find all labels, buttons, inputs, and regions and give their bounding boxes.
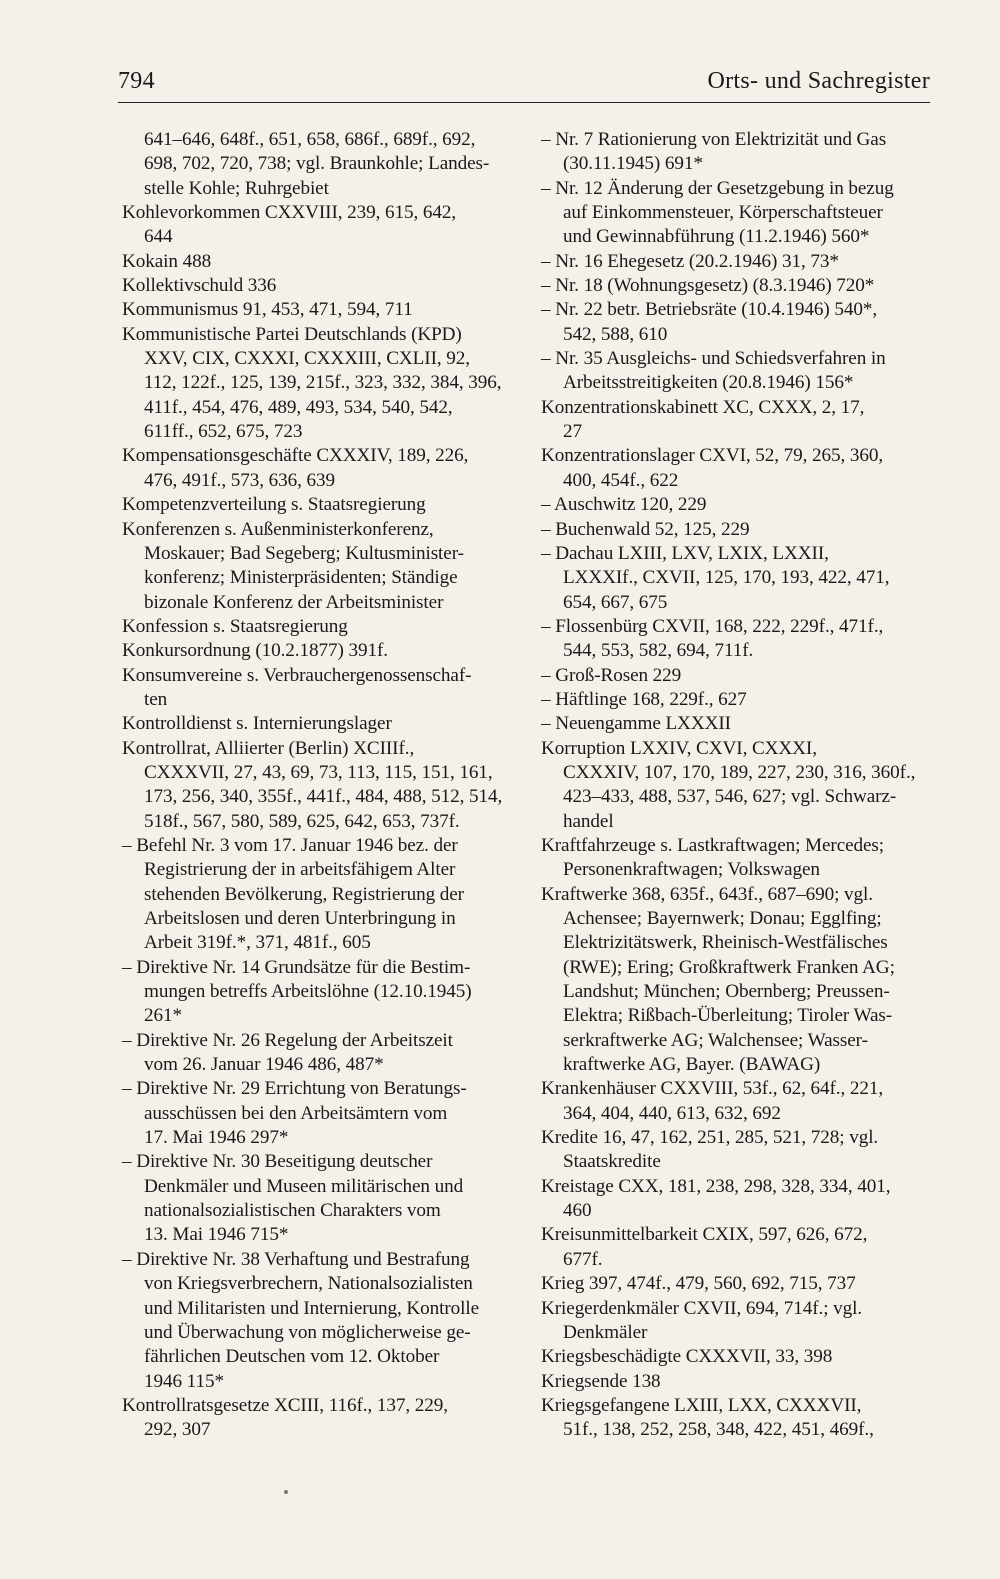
index-line: stehenden Bevölkerung, Registrierung der	[144, 883, 464, 905]
index-line: 173, 256, 340, 355f., 441f., 484, 488, 512, 514,	[144, 786, 503, 808]
index-line: auf Einkommensteuer, Körperschaftsteuer	[563, 202, 883, 224]
index-line: Achensee; Bayernwerk; Donau; Egglfing;	[563, 908, 882, 929]
index-line: Arbeit 319f.*, 371, 481f., 605	[144, 932, 371, 954]
index-line: Denkmäler	[563, 1321, 648, 1343]
index-line: 654, 667, 675	[563, 591, 668, 613]
index-line: Arbeitslosen und deren Unterbringung in	[144, 908, 456, 929]
index-line: ten	[144, 688, 168, 710]
index-line: fährlichen Deutschen vom 12. Oktober	[144, 1346, 440, 1368]
index-line: kraftwerke AG, Bayer. (BAWAG)	[563, 1054, 821, 1076]
index-line: Kreisunmittelbarkeit CXIX, 597, 626, 672,	[541, 1224, 868, 1246]
index-line: – Direktive Nr. 30 Beseitigung deutscher	[122, 1151, 433, 1173]
index-line: 364, 404, 440, 613, 632, 692	[563, 1102, 781, 1124]
index-line: – Nr. 35 Ausgleichs- und Schiedsverfahren in	[541, 348, 886, 370]
index-line: Kriegsbeschädigte CXXXVII, 33, 398	[541, 1346, 833, 1368]
index-line: Denkmäler und Museen militärischen und	[144, 1175, 464, 1197]
index-line: Kokain 488	[122, 250, 212, 272]
index-line: 542, 588, 610	[563, 323, 668, 345]
index-line: (30.11.1945) 691*	[563, 153, 703, 175]
running-head: Orts- und Sachregister	[707, 68, 930, 94]
index-line: Staatskredite	[563, 1151, 661, 1173]
index-line: CXXXVII, 27, 43, 69, 73, 113, 115, 151, 161,	[144, 761, 493, 783]
index-line: – Dachau LXIII, LXV, LXIX, LXXII,	[541, 542, 829, 564]
index-line: von Kriegsverbrechern, Nationalsozialisten	[144, 1273, 473, 1295]
index-line: 400, 454f., 622	[563, 469, 679, 491]
index-line: 292, 307	[144, 1419, 211, 1441]
index-line: – Buchenwald 52, 125, 229	[541, 518, 750, 540]
index-line: 641–646, 648f., 651, 658, 686f., 689f., 692,	[144, 129, 476, 150]
index-line: 17. Mai 1946 297*	[144, 1127, 289, 1149]
index-line: Kontrollratsgesetze XCIII, 116f., 137, 229,	[122, 1394, 448, 1416]
index-line: handel	[563, 810, 614, 832]
index-line: 51f., 138, 252, 258, 348, 422, 451, 469f.,	[563, 1419, 874, 1441]
index-line: 423–433, 488, 537, 546, 627; vgl. Schwarz-	[563, 786, 897, 808]
index-line: LXXXIf., CXVII, 125, 170, 193, 422, 471,	[563, 567, 890, 589]
index-line: – Befehl Nr. 3 vom 17. Januar 1946 bez. der	[122, 834, 458, 856]
index-line: – Häftlinge 168, 229f., 627	[541, 688, 747, 710]
index-line: – Nr. 18 (Wohnungsgesetz) (8.3.1946) 720*	[541, 275, 875, 297]
index-line: – Auschwitz 120, 229	[541, 494, 707, 516]
index-line: 677f.	[563, 1248, 603, 1270]
index-line: Kompensationsgeschäfte CXXXIV, 189, 226,	[122, 445, 469, 467]
page-speck	[284, 1490, 288, 1494]
index-line: 698, 702, 720, 738; vgl. Braunkohle; Landes-	[144, 153, 490, 175]
index-line: Kraftfahrzeuge s. Lastkraftwagen; Mercedes;	[541, 834, 885, 856]
index-line: Konferenzen s. Außenministerkonferenz,	[122, 518, 434, 540]
index-line: CXXXIV, 107, 170, 189, 227, 230, 316, 360f.,	[563, 761, 916, 783]
index-line: Kommunistische Partei Deutschlands (KPD)	[122, 323, 462, 345]
index-line: Landshut; München; Obernberg; Preussen-	[563, 981, 890, 1003]
index-line: Arbeitsstreitigkeiten (20.8.1946) 156*	[563, 372, 854, 394]
index-line: 261*	[144, 1005, 182, 1027]
index-line: nationalsozialistischen Charakters vom	[144, 1200, 441, 1222]
index-line: 13. Mai 1946 715*	[144, 1224, 289, 1246]
index-line: Elektrizitätswerk, Rheinisch-Westfälisches	[563, 932, 888, 954]
index-line: 112, 122f., 125, 139, 215f., 323, 332, 384, 396,	[144, 372, 502, 394]
index-column-left	[122, 128, 517, 1443]
index-line: und Überwachung von möglicherweise ge-	[144, 1321, 471, 1343]
index-line: (RWE); Ering; Großkraftwerk Franken AG;	[563, 956, 895, 978]
index-line: Konsumvereine s. Verbrauchergenossenschaf-	[122, 664, 472, 686]
index-line: – Direktive Nr. 38 Verhaftung und Bestrafung	[122, 1248, 470, 1270]
index-line: Personenkraftwagen; Volkswagen	[563, 859, 820, 881]
index-line: 1946 115*	[144, 1370, 224, 1392]
index-line: Kollektivschuld 336	[122, 275, 277, 297]
index-line: 460	[563, 1200, 592, 1222]
index-line: – Direktive Nr. 14 Grundsätze für die Bestim-	[122, 956, 471, 978]
index-line: Kreistage CXX, 181, 238, 298, 328, 334, 401,	[541, 1175, 891, 1197]
index-line: konferenz; Ministerpräsidenten; Ständige	[144, 567, 458, 589]
index-line: – Groß-Rosen 229	[541, 664, 682, 686]
index-line: Konzentrationslager CXVI, 52, 79, 265, 360,	[541, 445, 884, 467]
page-header	[118, 62, 930, 103]
index-line: 644	[144, 226, 173, 248]
index-line: 611ff., 652, 675, 723	[144, 421, 303, 443]
index-line: XXV, CIX, CXXXI, CXXXIII, CXLII, 92,	[144, 348, 470, 370]
index-line: Krieg 397, 474f., 479, 560, 692, 715, 737	[541, 1273, 856, 1295]
index-line: – Nr. 22 betr. Betriebsräte (10.4.1946) 540*,	[541, 299, 878, 321]
index-line: – Direktive Nr. 26 Regelung der Arbeitszeit	[122, 1029, 453, 1051]
index-line: Moskauer; Bad Segeberg; Kultusminister-	[144, 542, 464, 564]
index-line: – Flossenbürg CXVII, 168, 222, 229f., 471f.,	[541, 615, 884, 637]
index-line: – Neuengamme LXXXII	[541, 713, 731, 735]
index-line: Konfession s. Staatsregierung	[122, 615, 348, 637]
index-line: Konkursordnung (10.2.1877) 391f.	[122, 640, 388, 662]
index-line: Kredite 16, 47, 162, 251, 285, 521, 728; vgl.	[541, 1127, 879, 1149]
index-line: – Nr. 7 Rationierung von Elektrizität und Gas	[541, 129, 887, 150]
index-line: – Nr. 16 Ehegesetz (20.2.1946) 31, 73*	[541, 250, 839, 272]
index-line: Kommunismus 91, 453, 471, 594, 711	[122, 299, 413, 321]
index-line: 544, 553, 582, 694, 711f.	[563, 640, 754, 662]
index-line: Kriegerdenkmäler CXVII, 694, 714f.; vgl.	[541, 1297, 863, 1319]
index-line: Kriegsende 138	[541, 1370, 661, 1392]
index-line: – Direktive Nr. 29 Errichtung von Beratungs-	[122, 1078, 467, 1100]
index-line: Krankenhäuser CXXVIII, 53f., 62, 64f., 221,	[541, 1078, 884, 1100]
index-line: Konzentrationskabinett XC, CXXX, 2, 17,	[541, 396, 865, 418]
index-line: Korruption LXXIV, CXVI, CXXXI,	[541, 737, 817, 759]
index-line: mungen betreffs Arbeitslöhne (12.10.1945)	[144, 981, 472, 1003]
index-line: – Nr. 12 Änderung der Gesetzgebung in bezug	[541, 177, 894, 199]
index-line: Kriegsgefangene LXIII, LXX, CXXXVII,	[541, 1394, 862, 1416]
index-column-right	[541, 128, 933, 1443]
index-line: 476, 491f., 573, 636, 639	[144, 469, 335, 491]
index-line: Kompetenzverteilung s. Staatsregierung	[122, 494, 426, 516]
index-line: Kontrollrat, Alliierter (Berlin) XCIIIf.,	[122, 737, 415, 759]
index-line: vom 26. Januar 1946 486, 487*	[144, 1054, 384, 1076]
index-line: Elektra; Rißbach-Überleitung; Tiroler Was-	[563, 1005, 893, 1027]
index-line: Kohlevorkommen CXXVIII, 239, 615, 642,	[122, 202, 457, 224]
index-line: serkraftwerke AG; Walchensee; Wasser-	[563, 1029, 868, 1051]
index-line: und Gewinnabführung (11.2.1946) 560*	[563, 226, 870, 248]
index-line: Kraftwerke 368, 635f., 643f., 687–690; vgl.	[541, 883, 873, 905]
index-line: ausschüssen bei den Arbeitsämtern vom	[144, 1102, 448, 1124]
index-line: Registrierung der in arbeitsfähigem Alter	[144, 859, 456, 881]
page-number: 794	[118, 68, 155, 94]
index-line: und Militaristen und Internierung, Kontrolle	[144, 1297, 480, 1319]
index-line: 411f., 454, 476, 489, 493, 534, 540, 542,	[144, 396, 453, 418]
index-line: bizonale Konferenz der Arbeitsminister	[144, 591, 444, 613]
index-line: stelle Kohle; Ruhrgebiet	[144, 177, 329, 199]
index-line: 518f., 567, 580, 589, 625, 642, 653, 737f.	[144, 810, 460, 832]
index-line: 27	[563, 421, 582, 443]
index-line: Kontrolldienst s. Internierungslager	[122, 713, 392, 735]
